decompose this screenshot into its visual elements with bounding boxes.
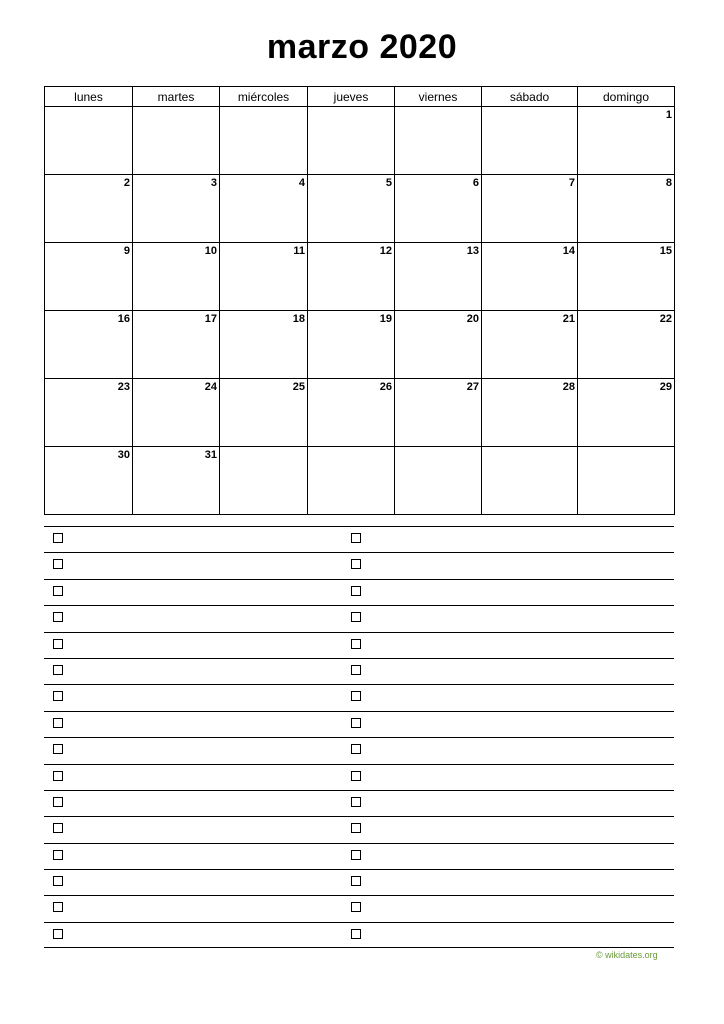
day-number: 22: [659, 313, 672, 325]
day-cell[interactable]: [482, 447, 578, 515]
checkbox[interactable]: [53, 876, 63, 886]
checkbox[interactable]: [351, 744, 361, 754]
checkbox[interactable]: [53, 771, 63, 781]
day-number: 5: [385, 177, 392, 189]
checkbox[interactable]: [53, 929, 63, 939]
checkbox[interactable]: [53, 718, 63, 728]
checkbox[interactable]: [351, 823, 361, 833]
checkbox[interactable]: [351, 533, 361, 543]
day-cell[interactable]: [482, 175, 578, 243]
day-number: 19: [379, 313, 392, 325]
day-number: 4: [298, 177, 305, 189]
day-cell[interactable]: [578, 107, 675, 175]
checkbox[interactable]: [351, 902, 361, 912]
day-cell[interactable]: [308, 311, 395, 379]
day-number: 1: [665, 109, 672, 121]
day-cell[interactable]: [133, 175, 220, 243]
checkbox[interactable]: [53, 612, 63, 622]
day-cell[interactable]: [220, 175, 308, 243]
day-number: [305, 114, 307, 116]
checklist-row: [44, 526, 674, 552]
weekday-header: sábado: [482, 87, 578, 107]
day-cell[interactable]: [308, 243, 395, 311]
day-cell[interactable]: [395, 107, 482, 175]
calendar-body: [45, 107, 675, 515]
week-row: [45, 447, 675, 515]
day-number: [305, 454, 307, 456]
day-number: 2: [123, 177, 130, 189]
day-number: 30: [117, 449, 130, 461]
checkbox[interactable]: [351, 929, 361, 939]
checkbox[interactable]: [53, 533, 63, 543]
day-number: 20: [466, 313, 479, 325]
day-number: 25: [292, 381, 305, 393]
checkbox[interactable]: [351, 665, 361, 675]
day-number: [479, 454, 481, 456]
weekday-header: martes: [133, 87, 220, 107]
checklist-row: [44, 790, 674, 816]
weekday-header: miércoles: [220, 87, 308, 107]
day-cell[interactable]: [220, 311, 308, 379]
checklist-row: [44, 922, 674, 948]
day-number: 21: [562, 313, 575, 325]
week-row: [45, 243, 675, 311]
day-number: 15: [659, 245, 672, 257]
week-row: [45, 311, 675, 379]
checklist-row: [44, 843, 674, 869]
checkbox[interactable]: [53, 639, 63, 649]
day-number: 27: [466, 381, 479, 393]
day-cell[interactable]: [220, 447, 308, 515]
checkbox[interactable]: [53, 665, 63, 675]
calendar-grid: [44, 86, 675, 515]
checkbox[interactable]: [351, 718, 361, 728]
weekday-header-row: [45, 87, 675, 107]
checkbox[interactable]: [351, 771, 361, 781]
checkbox[interactable]: [53, 902, 63, 912]
week-row: [45, 107, 675, 175]
checklist-row: [44, 895, 674, 921]
checklist-row: [44, 869, 674, 895]
day-cell[interactable]: [45, 243, 133, 311]
day-cell[interactable]: [45, 379, 133, 447]
day-cell[interactable]: [133, 379, 220, 447]
day-cell[interactable]: [45, 107, 133, 175]
day-number: 13: [466, 245, 479, 257]
day-number: 18: [292, 313, 305, 325]
day-cell[interactable]: [133, 311, 220, 379]
day-number: [217, 114, 219, 116]
checkbox[interactable]: [351, 797, 361, 807]
day-number: 17: [204, 313, 217, 325]
day-cell[interactable]: [395, 175, 482, 243]
day-number: 14: [562, 245, 575, 257]
day-cell[interactable]: [220, 107, 308, 175]
day-cell[interactable]: [395, 447, 482, 515]
checklist: [44, 526, 674, 948]
checklist-row: [44, 552, 674, 578]
day-cell[interactable]: [308, 447, 395, 515]
checklist-row: [44, 764, 674, 790]
checkbox[interactable]: [53, 797, 63, 807]
day-cell[interactable]: [578, 311, 675, 379]
checklist-row: [44, 816, 674, 842]
day-cell[interactable]: [482, 379, 578, 447]
day-number: 29: [659, 381, 672, 393]
day-cell[interactable]: [578, 243, 675, 311]
checkbox[interactable]: [351, 850, 361, 860]
day-number: 9: [123, 245, 130, 257]
week-row: [45, 175, 675, 243]
day-number: [672, 454, 674, 456]
checkbox[interactable]: [351, 586, 361, 596]
checklist-row: [44, 711, 674, 737]
day-cell[interactable]: [308, 175, 395, 243]
weekday-header: viernes: [395, 87, 482, 107]
credit-text: © wikidates.org: [596, 950, 658, 960]
day-number: [575, 454, 577, 456]
day-number: 23: [117, 381, 130, 393]
day-number: [392, 114, 394, 116]
day-number: [130, 114, 132, 116]
day-cell[interactable]: [133, 447, 220, 515]
checklist-row: [44, 632, 674, 658]
day-cell[interactable]: [220, 379, 308, 447]
day-number: 3: [210, 177, 217, 189]
day-number: 28: [562, 381, 575, 393]
checkbox[interactable]: [53, 691, 63, 701]
day-number: 26: [379, 381, 392, 393]
day-cell[interactable]: [45, 311, 133, 379]
day-cell[interactable]: [482, 311, 578, 379]
day-cell[interactable]: [133, 107, 220, 175]
checkbox[interactable]: [351, 559, 361, 569]
day-number: [479, 114, 481, 116]
day-cell[interactable]: [45, 175, 133, 243]
day-cell[interactable]: [395, 311, 482, 379]
day-cell[interactable]: [308, 379, 395, 447]
checkbox[interactable]: [351, 876, 361, 886]
day-number: [575, 114, 577, 116]
day-number: 24: [204, 381, 217, 393]
day-number: 8: [665, 177, 672, 189]
day-number: 7: [568, 177, 575, 189]
weekday-header: jueves: [308, 87, 395, 107]
day-number: 6: [472, 177, 479, 189]
checklist-row: [44, 737, 674, 763]
day-cell[interactable]: [482, 107, 578, 175]
day-cell[interactable]: [308, 107, 395, 175]
checkbox[interactable]: [351, 612, 361, 622]
day-number: 31: [204, 449, 217, 461]
day-cell[interactable]: [578, 175, 675, 243]
day-cell[interactable]: [45, 447, 133, 515]
day-number: 12: [379, 245, 392, 257]
checkbox[interactable]: [53, 586, 63, 596]
day-cell[interactable]: [220, 243, 308, 311]
checklist-row: [44, 684, 674, 710]
day-cell[interactable]: [482, 243, 578, 311]
day-cell[interactable]: [395, 379, 482, 447]
calendar-title: marzo 2020: [266, 28, 458, 66]
checklist-row: [44, 658, 674, 684]
day-number: 10: [204, 245, 217, 257]
day-cell[interactable]: [133, 243, 220, 311]
weekday-header: lunes: [45, 87, 133, 107]
day-cell[interactable]: [578, 379, 675, 447]
checkbox[interactable]: [53, 744, 63, 754]
checklist-row: [44, 579, 674, 605]
day-number: 16: [117, 313, 130, 325]
checkbox[interactable]: [53, 850, 63, 860]
week-row: [45, 379, 675, 447]
day-cell[interactable]: [578, 447, 675, 515]
weekday-header: domingo: [578, 87, 675, 107]
checkbox[interactable]: [53, 823, 63, 833]
checkbox[interactable]: [351, 639, 361, 649]
day-number: 11: [293, 245, 305, 257]
checklist-row: [44, 605, 674, 631]
checkbox[interactable]: [53, 559, 63, 569]
day-cell[interactable]: [395, 243, 482, 311]
day-number: [392, 454, 394, 456]
checkbox[interactable]: [351, 691, 361, 701]
